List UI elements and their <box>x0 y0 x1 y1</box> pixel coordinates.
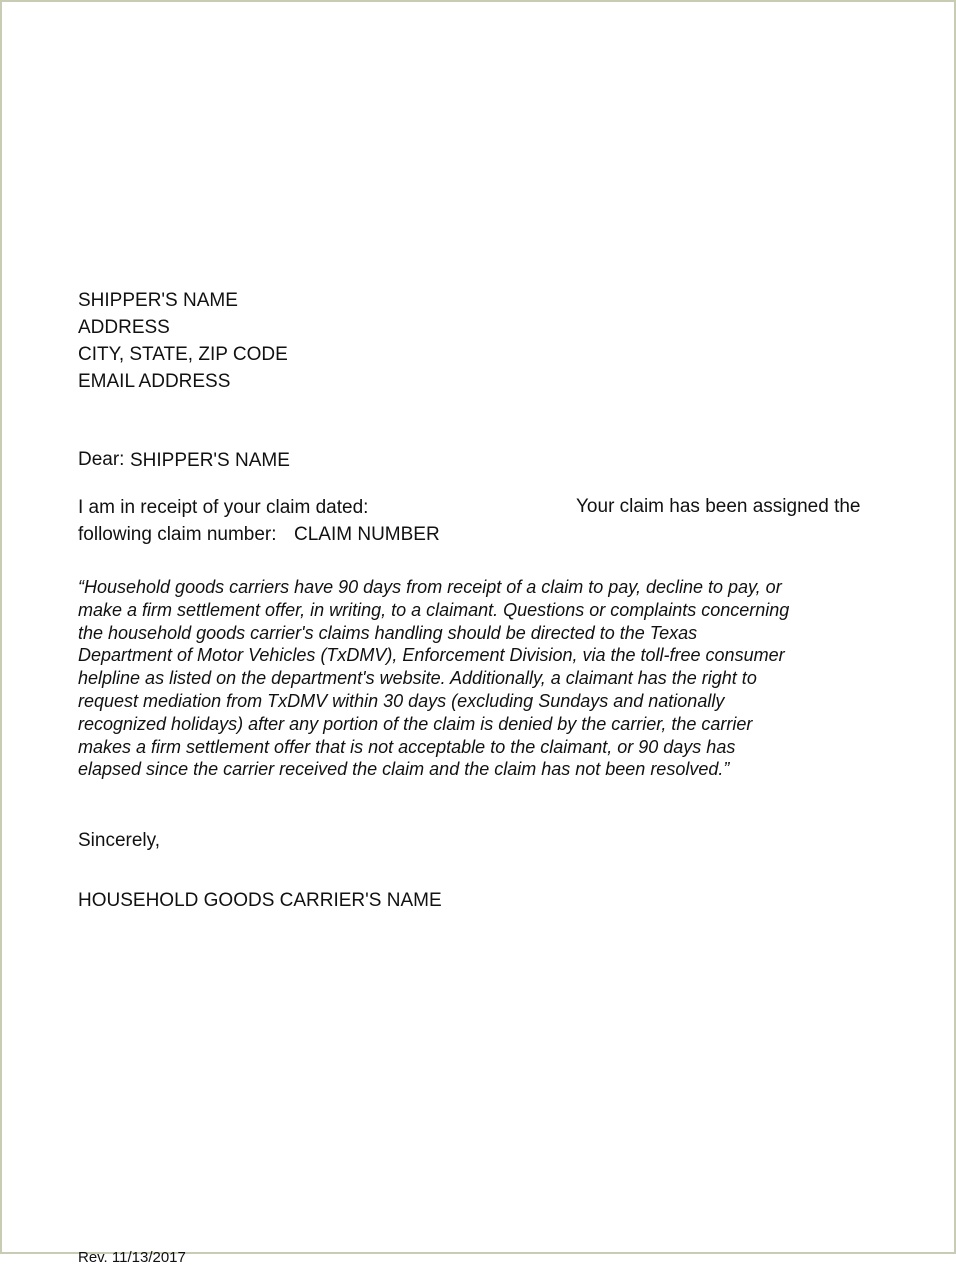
claim-receipt-text: I am in receipt of your claim dated: <box>78 497 369 518</box>
recipient-city-state-zip: CITY, STATE, ZIP CODE <box>78 344 288 365</box>
recipient-address: ADDRESS <box>78 317 170 338</box>
revision-date: Rev. 11/13/2017 <box>78 1249 186 1266</box>
notice-line: recognized holidays) after any portion of the claim is denied by the carrier, the carrier <box>78 713 753 734</box>
salutation-label: Dear: <box>78 449 125 470</box>
signature-name: HOUSEHOLD GOODS CARRIER'S NAME <box>78 890 442 911</box>
notice-line: make a firm settlement offer, in writing, to a claimant. Questions or complaints concerning <box>78 599 790 620</box>
recipient-name: SHIPPER'S NAME <box>78 290 238 311</box>
claim-number-label: following claim number: <box>78 524 277 545</box>
notice-line: elapsed since the carrier received the claim and the claim has not been resolved.” <box>78 759 730 780</box>
notice-line: makes a firm settlement offer that is not acceptable to the claimant, or 90 days has <box>78 736 736 757</box>
notice-line: request mediation from TxDMV within 30 days (excluding Sundays and nationally <box>78 690 725 711</box>
notice-line: helpline as listed on the department's website. Additionally, a claimant has the right to <box>78 668 757 689</box>
notice-line: the household goods carrier's claims handling should be directed to the Texas <box>78 622 698 643</box>
claim-number-value: CLAIM NUMBER <box>294 524 440 545</box>
recipient-email: EMAIL ADDRESS <box>78 371 231 392</box>
claims-notice-paragraph <box>78 576 878 781</box>
closing: Sincerely, <box>78 830 161 851</box>
notice-line: “Household goods carriers have 90 days from receipt of a claim to pay, decline to pay, or <box>78 577 782 597</box>
notice-line: Department of Motor Vehicles (TxDMV), Enforcement Division, via the toll-free consumer <box>78 645 785 666</box>
claim-assigned-text: Your claim has been assigned the <box>576 496 861 517</box>
salutation-name: SHIPPER'S NAME <box>130 450 290 471</box>
